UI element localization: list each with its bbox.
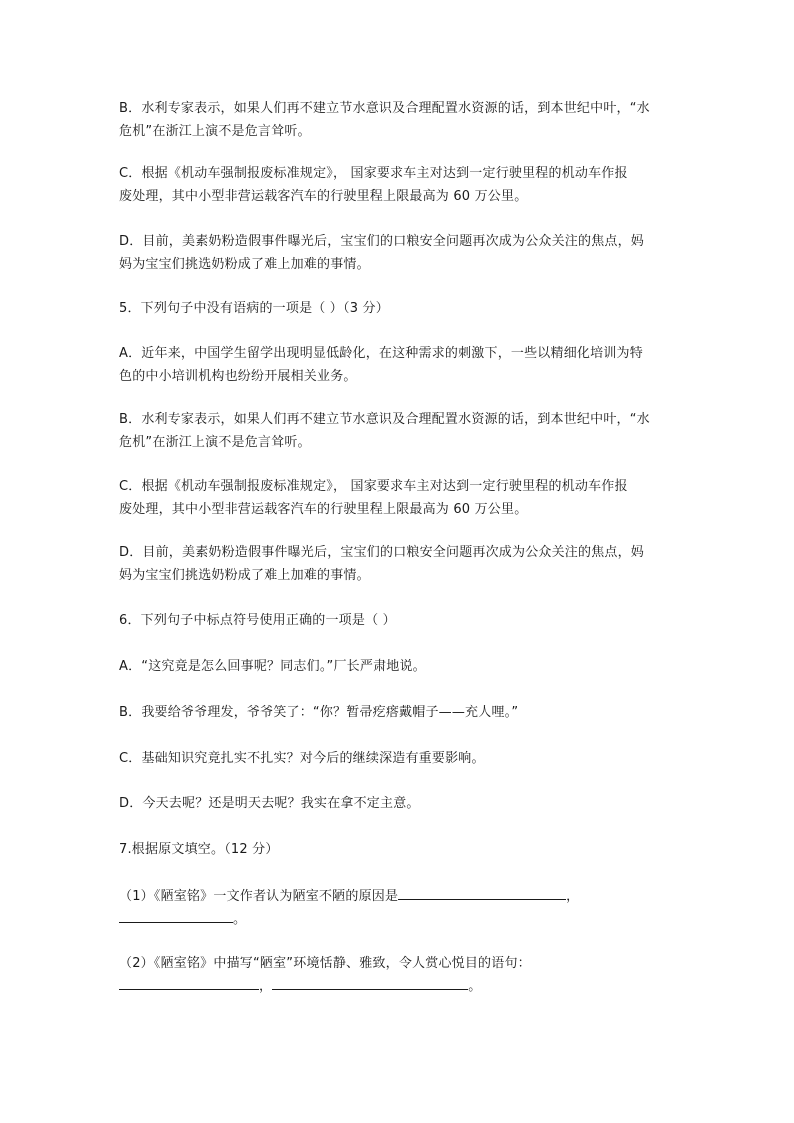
q4-option-b — [119, 97, 677, 143]
q7-title: 7.根据原文填空。（12 分） — [119, 842, 279, 857]
q4-option-c — [119, 162, 677, 208]
q6-option-a: A．“这究竟是怎么回事呢？同志们。”厂长严肃地说。 — [119, 659, 426, 674]
q6-option-b: B．我要给爷爷理发，爷爷笑了：“你？暂帚疙瘩戴帽子——充人哩。” — [119, 705, 519, 720]
q5-title: 5．下列句子中没有语病的一项是（ ）（3 分） — [119, 301, 389, 316]
text-line: B．水利专家表示，如果人们再不建立节水意识及合理配置水资源的话，到本世纪中叶，“水 — [119, 412, 650, 427]
text-line: B．水利专家表示，如果人们再不建立节水意识及合理配置水资源的话，到本世纪中叶，“水 — [119, 101, 650, 116]
fill-in-blank[interactable] — [119, 975, 259, 990]
text-line: 妈为宝宝们挑选奶粉成了难上加难的事情。 — [119, 568, 370, 583]
q6-option-d: D．今天去呢？还是明天去呢？我实在拿不定主意。 — [119, 796, 420, 811]
q7-item-1: （1）《陋室铭》一文作者认为陋室不陋的原因是 ， 。 — [119, 885, 677, 931]
text-line: D．目前，美素奶粉造假事件曝光后，宝宝们的口粮安全问题再次成为公众关注的焦点，妈 — [119, 545, 645, 560]
q5-option-d — [119, 541, 677, 587]
fill-in-blank[interactable] — [272, 975, 468, 990]
q5-option-b — [119, 408, 677, 454]
q7-item-2: （2）《陋室铭》中描写“陋室”环境恬静、雅致，令人赏心悦目的语句： ， 。 — [119, 956, 531, 994]
q5-option-a — [119, 342, 677, 388]
q5-option-c — [119, 475, 677, 521]
q4-option-d — [119, 230, 677, 276]
text-line: 危机”在浙江上演不是危言耸听。 — [119, 124, 311, 139]
fill-in-blank[interactable] — [119, 908, 233, 923]
q6-option-c: C．基础知识究竟扎实不扎实？对今后的继续深造有重要影响。 — [119, 751, 485, 766]
text-line: 危机”在浙江上演不是危言耸听。 — [119, 435, 311, 450]
text-line: 废处理，其中小型非营运载客汽车的行驶里程上限最高为 60 万公里。 — [119, 502, 528, 517]
text-line: C．根据《机动车强制报废标准规定》， 国家要求车主对达到一定行驶里程的机动车作报 — [119, 479, 628, 494]
fill-in-blank[interactable] — [398, 885, 566, 900]
text-line: 废处理，其中小型非营运载客汽车的行驶里程上限最高为 60 万公里。 — [119, 189, 528, 204]
text-line: 妈为宝宝们挑选奶粉成了难上加难的事情。 — [119, 257, 370, 272]
text-line: C．根据《机动车强制报废标准规定》， 国家要求车主对达到一定行驶里程的机动车作报 — [119, 166, 628, 181]
text-line: D．目前，美素奶粉造假事件曝光后，宝宝们的口粮安全问题再次成为公众关注的焦点，妈 — [119, 234, 645, 249]
text-line: 色的中小培训机构也纷纷开展相关业务。 — [119, 369, 357, 384]
text-line: A．近年来，中国学生留学出现明显低龄化，在这种需求的刺激下，一些以精细化培训为特 — [119, 346, 643, 361]
q6-title: 6．下列句子中标点符号使用正确的一项是（ ） — [119, 613, 396, 628]
